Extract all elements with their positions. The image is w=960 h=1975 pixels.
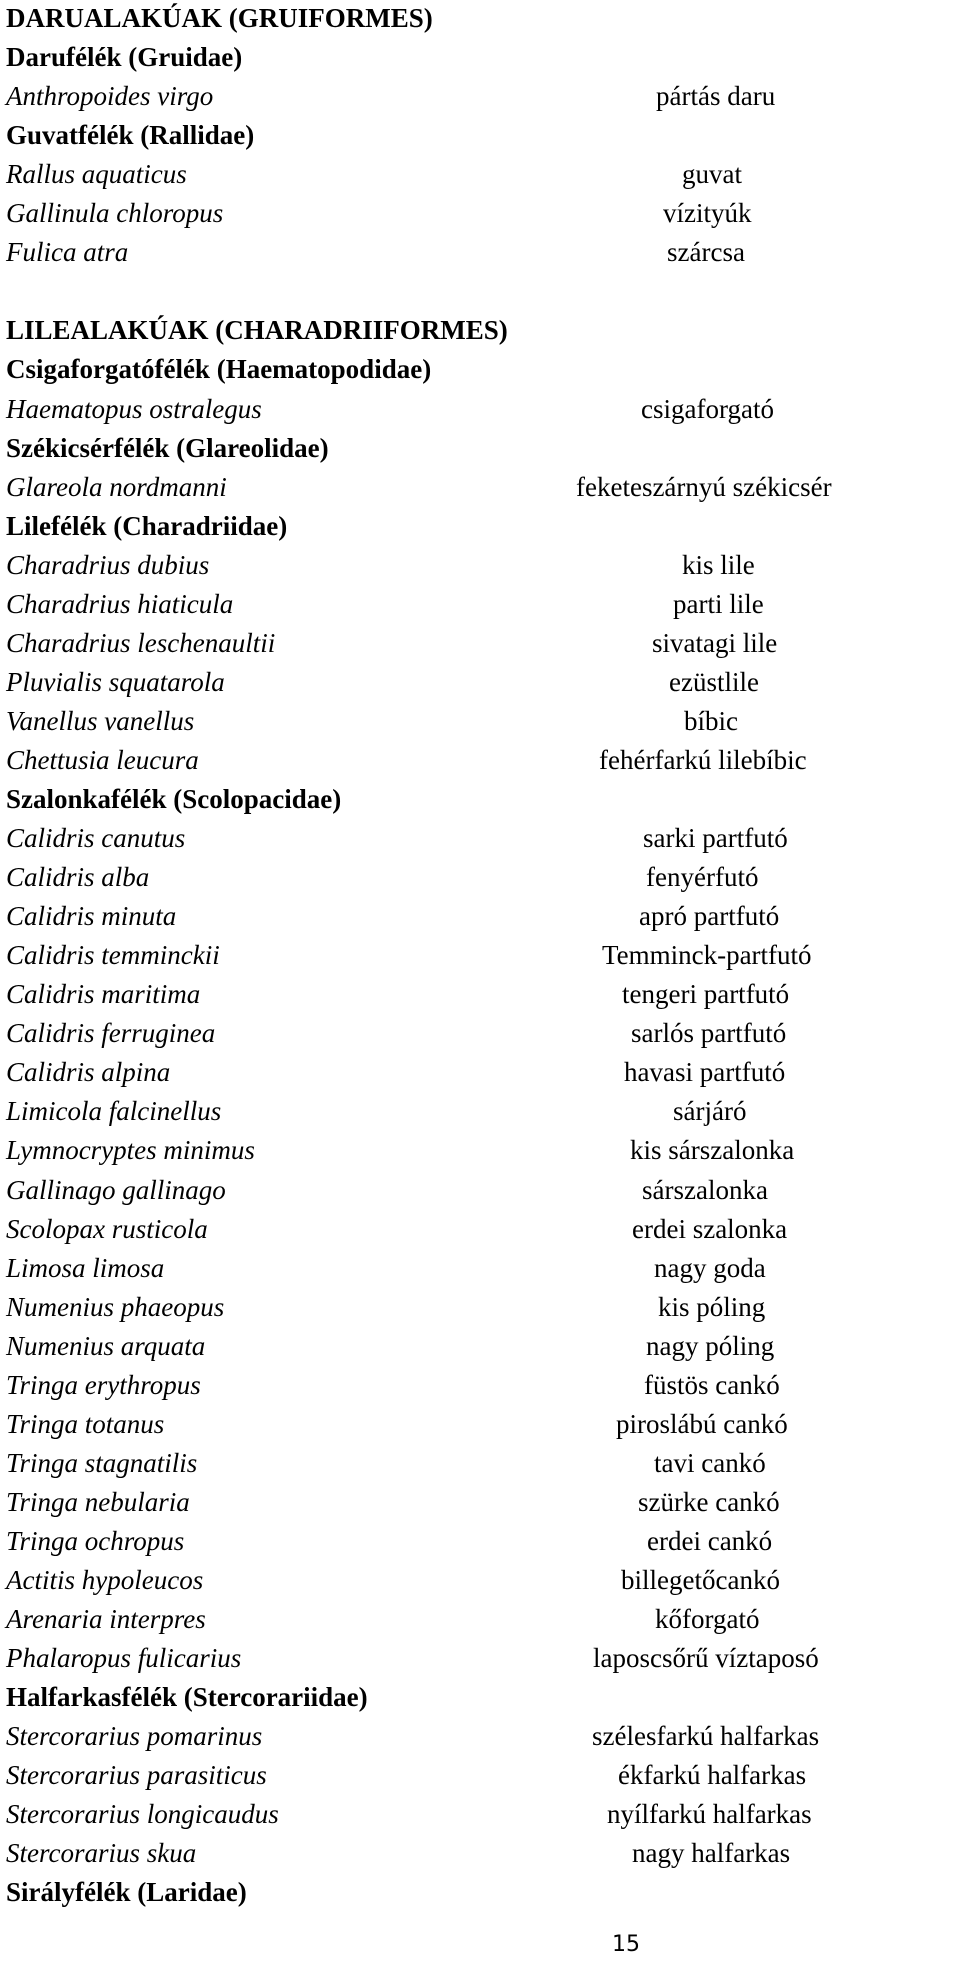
order-heading: DARUALAKÚAK (GRUIFORMES) [6,3,433,33]
scientific-name: Gallinago gallinago [6,1175,226,1205]
scientific-name: Calidris temminckii [6,940,220,970]
common-name: kis lile [682,550,755,580]
scientific-name: Vanellus vanellus [6,706,195,736]
common-name: sarki partfutó [643,823,788,853]
family-heading: Székicsérfélék (Glareolidae) [6,433,329,463]
common-name: guvat [682,159,742,189]
scientific-name: Arenaria interpres [6,1604,206,1634]
scientific-name: Limicola falcinellus [6,1096,222,1126]
common-name: fenyérfutó [646,862,759,892]
common-name: laposcsőrű víztaposó [593,1643,819,1673]
scientific-name: Stercorarius longicaudus [6,1799,279,1829]
scientific-name: Stercorarius skua [6,1838,197,1868]
scientific-name: Tringa ochropus [6,1526,185,1556]
common-name: sarlós partfutó [631,1018,787,1048]
common-name: csigaforgató [641,394,774,424]
common-name: szélesfarkú halfarkas [592,1721,820,1751]
scientific-name: Numenius phaeopus [6,1292,225,1322]
common-name: feketeszárnyú székicsér [576,472,832,502]
scientific-name: Calidris ferruginea [6,1018,216,1048]
scientific-name: Haematopus ostralegus [6,394,262,424]
common-name: kis sárszalonka [630,1135,795,1165]
scientific-name: Calidris minuta [6,901,177,931]
common-name: ékfarkú halfarkas [618,1760,807,1790]
common-name: füstös cankó [644,1370,780,1400]
scientific-name: Charadrius leschenaultii [6,628,276,658]
common-name: vízityúk [663,198,752,228]
order-heading: LILEALAKÚAK (CHARADRIIFORMES) [6,315,508,345]
page-number: 15 [612,1932,640,1957]
scientific-name: Rallus aquaticus [6,159,187,189]
common-name: bíbic [684,706,738,736]
scientific-name: Lymnocryptes minimus [6,1135,255,1165]
scientific-name: Glareola nordmanni [6,472,227,502]
scientific-name: Limosa limosa [6,1253,165,1283]
family-heading: Szalonkafélék (Scolopacidae) [6,784,342,814]
common-name: Temminck-partfutó [602,940,812,970]
scientific-name: Tringa nebularia [6,1487,190,1517]
common-name: kis póling [658,1292,766,1322]
scientific-name: Calidris alpina [6,1057,171,1087]
scientific-name: Pluvialis squatarola [6,667,225,697]
scientific-name: Tringa totanus [6,1409,165,1439]
common-name: tavi cankó [654,1448,766,1478]
common-name: havasi partfutó [624,1057,786,1087]
family-heading: Darufélék (Gruidae) [6,42,243,72]
scientific-name: Gallinula chloropus [6,198,224,228]
common-name: nyílfarkú halfarkas [607,1799,812,1829]
scientific-name: Stercorarius pomarinus [6,1721,263,1751]
common-name: sivatagi lile [652,628,778,658]
scientific-name: Phalaropus fulicarius [6,1643,242,1673]
common-name: erdei cankó [647,1526,773,1556]
scientific-name: Calidris maritima [6,979,201,1009]
family-heading: Csigaforgatófélék (Haematopodidae) [6,354,432,384]
scientific-name: Charadrius dubius [6,550,210,580]
scientific-name: Scolopax rusticola [6,1214,208,1244]
scientific-name: Calidris canutus [6,823,186,853]
scientific-name: Tringa stagnatilis [6,1448,198,1478]
common-name: szárcsa [667,237,745,267]
scientific-name: Stercorarius parasiticus [6,1760,267,1790]
common-name: apró partfutó [639,901,780,931]
scientific-name: Tringa erythropus [6,1370,201,1400]
common-name: nagy goda [654,1253,766,1283]
common-name: nagy halfarkas [632,1838,791,1868]
family-heading: Guvatfélék (Rallidae) [6,120,255,150]
family-heading: Lilefélék (Charadriidae) [6,511,288,541]
scientific-name: Actitis hypoleucos [6,1565,204,1595]
scientific-name: Fulica atra [6,237,129,267]
common-name: pártás daru [656,81,776,111]
common-name: ezüstlile [669,667,759,697]
scientific-name: Charadrius hiaticula [6,589,234,619]
common-name: piroslábú cankó [616,1409,788,1439]
common-name: kőforgató [655,1604,760,1634]
scientific-name: Chettusia leucura [6,745,199,775]
scientific-name: Numenius arquata [6,1331,206,1361]
family-heading: Halfarkasfélék (Stercorariidae) [6,1682,368,1712]
common-name: billegetőcankó [621,1565,780,1595]
common-name: nagy póling [646,1331,775,1361]
common-name: szürke cankó [638,1487,780,1517]
common-name: erdei szalonka [632,1214,788,1244]
family-heading: Sirályfélék (Laridae) [6,1877,247,1907]
common-name: tengeri partfutó [622,979,790,1009]
common-name: parti lile [673,589,764,619]
common-name: sárjáró [673,1096,747,1126]
scientific-name: Anthropoides virgo [6,81,214,111]
scientific-name: Calidris alba [6,862,150,892]
common-name: sárszalonka [642,1175,768,1205]
common-name: fehérfarkú lilebíbic [599,745,807,775]
